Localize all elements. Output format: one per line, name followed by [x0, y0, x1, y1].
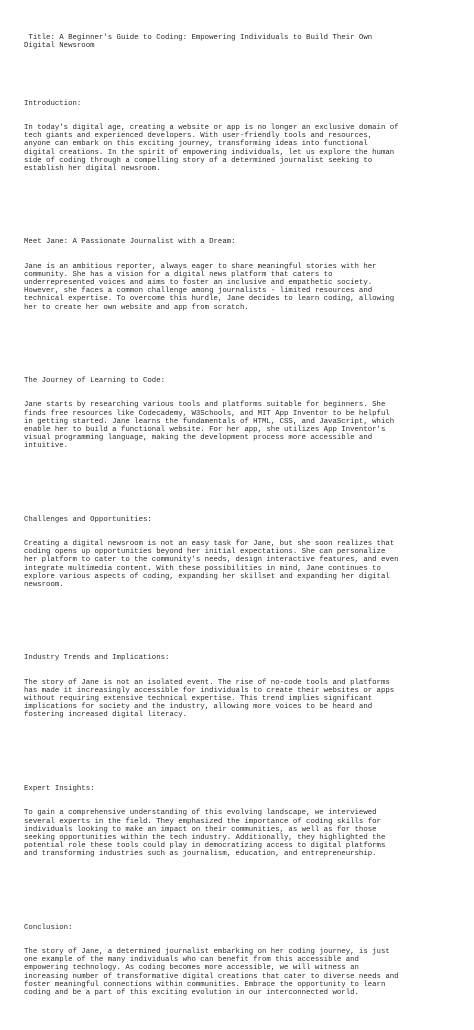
section-body: Jane is an ambitious reporter, always eager to share meaningful stories with her community. She has a vision for a digital news platform that caters to underrepresented voices and aims to foster an inclusive and empathetic society. However, she faces a common challenge among journalists - limited resources and technical expertise. To overcome this hurdle, Jane decides to learn coding, allowing her to create her own website and app from scratch.	[24, 262, 395, 312]
section-body: Creating a digital newsroom is not an easy task for Jane, but she soon realizes that coding opens up opportunities beyond her initial expectations. She can personalize her platform to cater to the community's needs, design interactive features, and even integrate multimedia content. With these possibilities in mind, Jane continues to explore various aspects of coding, expanding her skillset and expanding her digital newsroom.	[24, 540, 399, 589]
section-body: To gain a comprehensive understanding of this evolving landscape, we interviewed several experts in the field. They emphasized the importance of coding skills for individuals looking to make an impact on their communities, as well as for those seeking opportunities within the tech industry. Additionally, they highlighted the potential role these tools could play in democratizing access to digital platforms and transforming industries such as journalism, education, and entrepreneurship.	[24, 809, 386, 859]
section-challenges	[24, 499, 464, 605]
section-body: Jane starts by researching various tools and platforms suitable for beginners. She finds free resources like Codecademy, W3Schools, and MIT App Inventor to be helpful in getting started. Jane learns the fundamentals of HTML, CSS, and JavaScript, which enable her to build a functional website. For her app, she utilizes App Inventor's visual programming language, making the development process more accessible and intuitive.	[24, 401, 395, 451]
section-conclusion	[24, 907, 464, 1013]
section-meet-jane	[24, 222, 464, 328]
section-heading: The Journey of Learning to Code:	[24, 376, 166, 385]
section-industry-trends	[24, 638, 464, 736]
section-body: In today's digital age, creating a website or app is no longer an exclusive domain of tech giants and experienced developers. With user-friendly tools and resources, anyone can embark on this exciting journey, transforming ideas into functional digital creations. In the spirit of empowering individuals, let us explore the human side of coding through a compelling story of a determined journalist seeking to establish her digital newsroom.	[24, 124, 399, 173]
document-title: Title: A Beginner's Guide to Coding: Empowering Individuals to Build Their Own Digital Newsroom	[24, 34, 373, 51]
section-heading: Industry Trends and Implications:	[24, 654, 170, 663]
section-introduction	[24, 83, 464, 189]
section-heading: Challenges and Opportunities:	[24, 515, 152, 524]
section-heading: Introduction:	[24, 99, 82, 108]
section-body: The story of Jane is not an isolated event. The rise of no-code tools and platforms has made it increasingly accessible for individuals to create their websites or apps without requiring extensive technical expertise. This trend implies significant implications for society and the industry, allowing more voices to be heard and fostering increased digital literacy.	[24, 678, 395, 720]
section-body: The story of Jane, a determined journalist embarking on her coding journey, is just one example of the many individuals who can benefit from this accessible and empowering technology. As coding becomes more accessible, we will witness an increasing number of transformative digital creations that cater to diverse needs and foster meaningful connections within communities. Embrace the opportunity to learn coding and be a part of this exciting evolution in our interconnected world.	[24, 948, 399, 997]
section-expert-insights	[24, 769, 464, 875]
section-heading: Meet Jane: A Passionate Journalist with a Dream:	[24, 238, 236, 247]
section-heading: Conclusion:	[24, 923, 73, 932]
section-heading: Expert Insights:	[24, 784, 95, 793]
document-page	[24, 18, 464, 1030]
section-journey-learning	[24, 361, 464, 467]
